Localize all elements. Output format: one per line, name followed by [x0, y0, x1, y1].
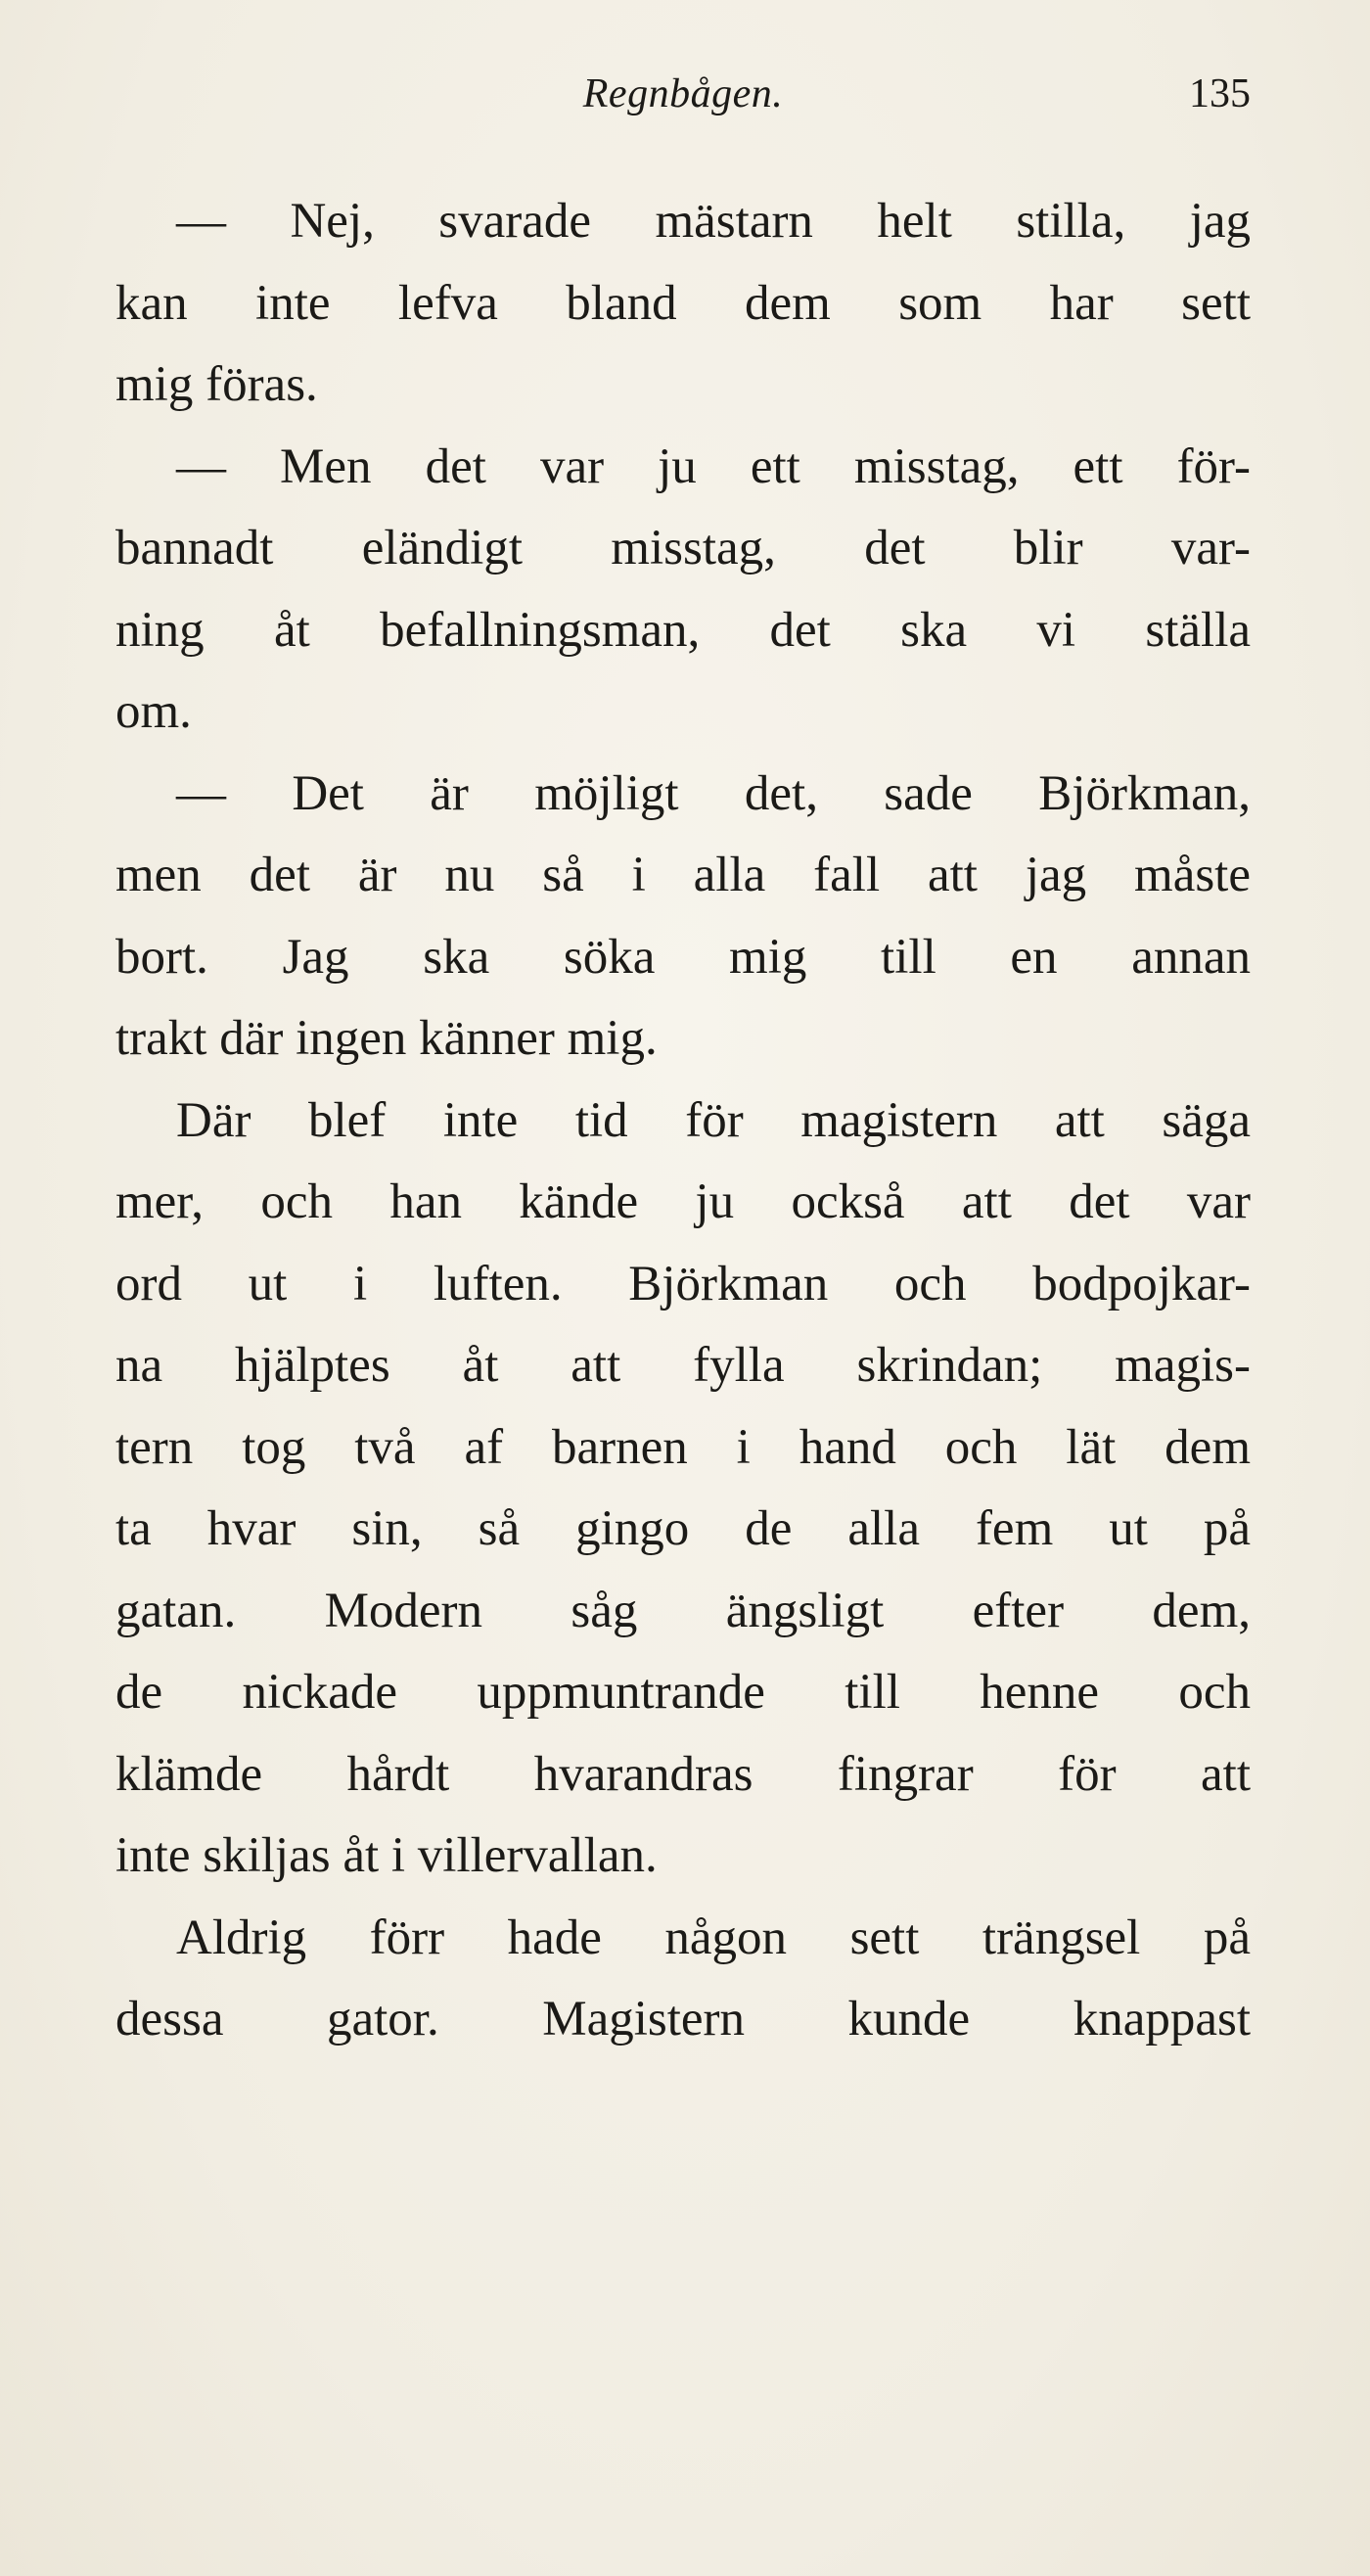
text-line: inte skiljas åt i villervallan.: [115, 1828, 658, 1883]
text-line: tern tog två af barnen i hand och lät dem: [115, 1419, 1251, 1475]
text-line: mig föras.: [115, 357, 318, 412]
text-line: Där blef inte tid för magistern att säga: [176, 1092, 1251, 1148]
page-number: 135: [1189, 71, 1251, 116]
text-line: dessa gator. Magistern kunde knappast: [115, 1992, 1251, 2047]
text-line: trakt där ingen känner mig.: [115, 1011, 658, 1066]
text-line: ord ut i luften. Björkman och bodpojkar-: [115, 1256, 1251, 1311]
text-line: kan inte lefva bland dem som har sett: [115, 275, 1251, 331]
text-line: — Det är möjligt det, sade Björkman,: [176, 765, 1251, 821]
text-line: Aldrig förr hade någon sett trängsel på: [176, 1909, 1251, 1965]
body-text: [115, 181, 1251, 2061]
text-line: ta hvar sin, så gingo de alla fem ut på: [115, 1501, 1251, 1556]
text-line: klämde hårdt hvarandras fingrar för att: [115, 1746, 1251, 1802]
text-line: — Nej, svarade mästarn helt stilla, jag: [176, 194, 1251, 249]
text-line: na hjälptes åt att fylla skrindan; magis-: [115, 1338, 1251, 1393]
text-line: men det är nu så i alla fall att jag måste: [115, 848, 1251, 902]
text-line: om.: [115, 684, 192, 739]
text-line: de nickade uppmuntrande till henne och: [115, 1665, 1251, 1720]
text-line: bort. Jag ska söka mig till en annan: [115, 929, 1251, 985]
page-header: [115, 70, 1251, 129]
text-line: gatan. Modern såg ängsligt efter dem,: [115, 1583, 1251, 1638]
text-line: bannadt eländigt misstag, det blir var-: [115, 521, 1251, 575]
text-line: — Men det var ju ett misstag, ett för-: [176, 438, 1251, 494]
text-line: mer, och han kände ju också att det var: [115, 1174, 1251, 1229]
text-line: ning åt befallningsman, det ska vi ställa: [115, 602, 1251, 658]
running-title: Regnbågen.: [582, 71, 784, 116]
